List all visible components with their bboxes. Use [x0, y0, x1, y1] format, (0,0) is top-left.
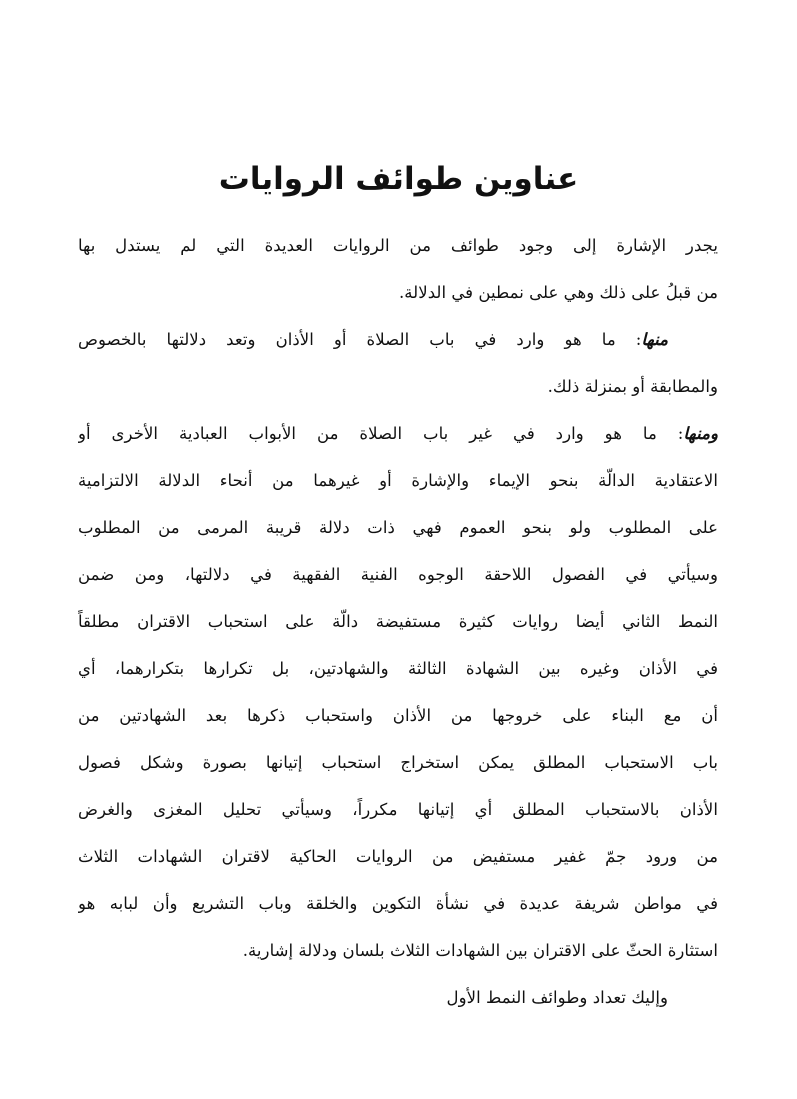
- document-body: [78, 222, 718, 1021]
- text-line: ومنها: ما هو وارد في غير باب الصلاة من الأبواب العبادية الأخرى أو: [78, 423, 718, 443]
- text-line: وإليك تعداد وطوائف النمط الأول: [446, 988, 668, 1007]
- text-line: باب الاستحباب المطلق يمكن استخراج استحباب إتيانها بصورة وشكل فصول: [78, 753, 718, 772]
- text-line: من قبلُ على ذلك وهي على نمطين في الدلالة.: [399, 283, 718, 302]
- text-line: من ورود جمّ غفير مستفيض من الروايات الحاكية لاقتران الشهادات الثلاث: [78, 847, 718, 866]
- lead-word: منها: [641, 329, 668, 349]
- text-line: يجدر الإشارة إلى وجود طوائف من الروايات العديدة التي لم يستدل بها: [78, 236, 718, 255]
- text-line: في الأذان وغيره بين الشهادة الثالثة والشهادتين، بل تكرارها بتكرارهما، أي: [78, 659, 718, 678]
- text-line: استثارة الحثّ على الاقتران بين الشهادات الثلاث بلسان ودلالة إشارية.: [242, 941, 718, 960]
- text-line: في مواطن شريفة عديدة في نشأة التكوين والخلقة وباب التشريع وأن لبابه هو: [78, 894, 718, 913]
- text-line: أن مع البناء على خروجها من الأذان واستحباب ذكرها بعد الشهادتين من: [78, 706, 718, 725]
- text-line: منها: ما هو وارد في باب الصلاة أو الأذان وتعد دلالتها بالخصوص: [78, 329, 668, 349]
- text-line: النمط الثاني أيضا روايات كثيرة مستفيضة دالّة على استحباب الاقتران مطلقاً: [78, 612, 718, 631]
- text-line: الاعتقادية الدالّة بنحو الإيماء والإشارة أو غيرهما من أنحاء الدلالة الالتزامية: [78, 471, 718, 490]
- text-line: الأذان بالاستحباب المطلق أي إتيانها مكرراً، وسيأتي تحليل المغزى والغرض: [78, 800, 718, 819]
- text-line: والمطابقة أو بمنزلة ذلك.: [547, 377, 718, 396]
- text-line: وسيأتي في الفصول اللاحقة الوجوه الفنية الفقهية في دلالتها، ومن ضمن: [78, 565, 718, 584]
- lead-word: ومنها: [683, 423, 718, 443]
- page-title: عناوين طوائف الروايات: [218, 161, 579, 197]
- text-line: على المطلوب ولو بنحو العموم فهي ذات دلالة قريبة المرمى من المطلوب: [78, 518, 718, 537]
